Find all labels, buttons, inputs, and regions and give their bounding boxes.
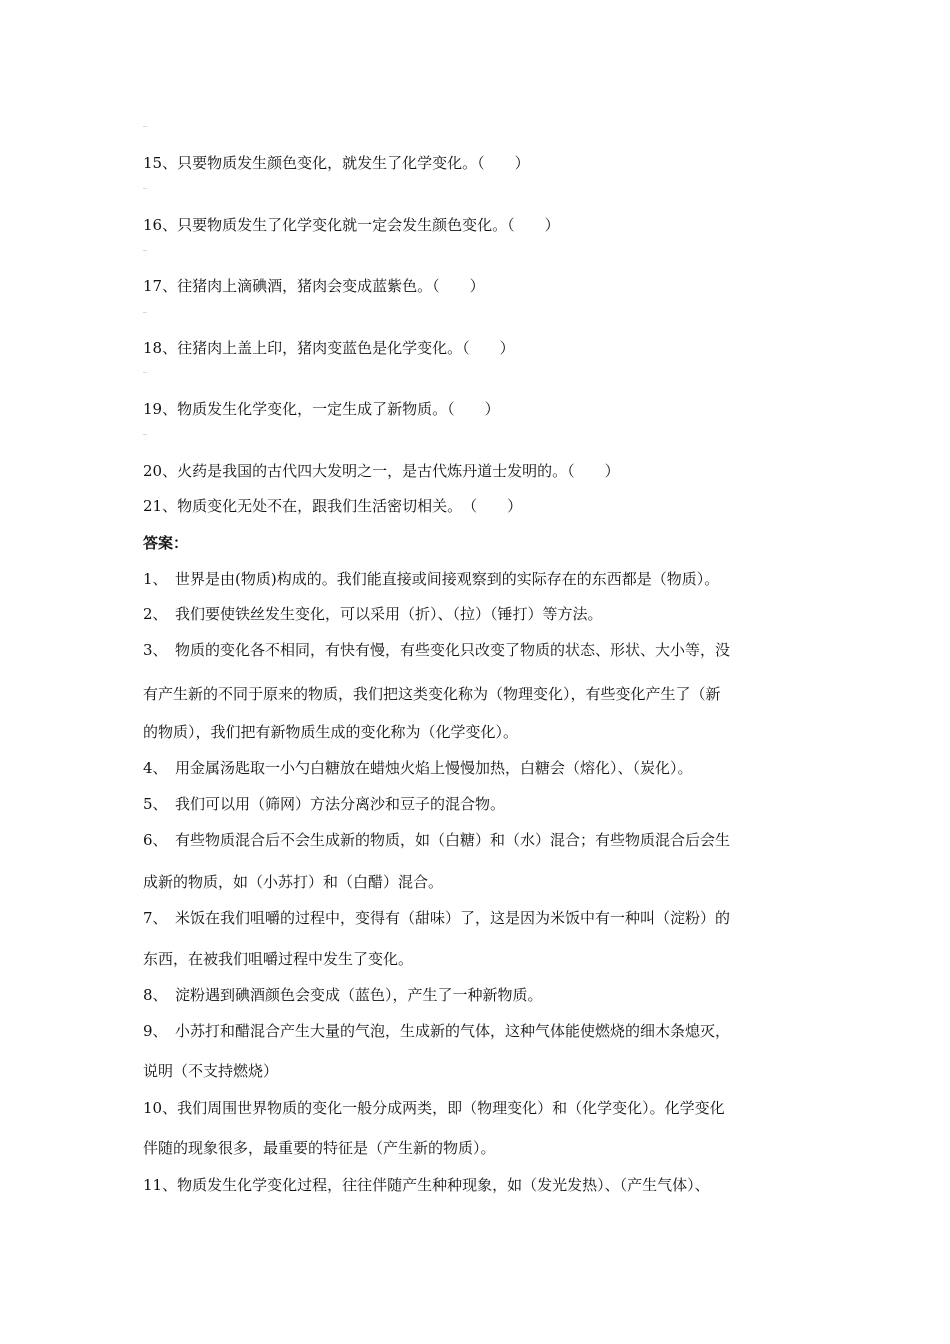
page-mark (143, 434, 147, 435)
page-mark (143, 188, 147, 189)
question-19: 19、物质发生化学变化，一定生成了新物质。（ ） (143, 400, 500, 418)
page-mark (143, 312, 147, 313)
answer-3-cont: 有产生新的不同于原来的物质，我们把这类变化称为（物理变化），有些变化产生了（新 (143, 685, 721, 703)
page-mark (143, 372, 147, 373)
question-15: 15、只要物质发生颜色变化，就发生了化学变化。（ ） (143, 154, 530, 172)
question-20: 20、火药是我国的古代四大发明之一，是古代炼丹道士发明的。（ ） (143, 462, 620, 480)
answer-9-cont: 说明（不支持燃烧） (143, 1062, 279, 1080)
answer-11: 11、物质发生化学变化过程，往往伴随产生种种现象，如（发光发热）、（产生气体）、 (143, 1176, 710, 1194)
answer-8: 8、 淀粉遇到碘酒颜色会变成（蓝色），产生了一种新物质。 (143, 986, 543, 1004)
answer-10-cont: 伴随的现象很多，最重要的特征是（产生新的物质）。 (143, 1139, 496, 1157)
answer-6: 6、 有些物质混合后不会生成新的物质，如（白糖）和（水）混合；有些物质混合后会生 (143, 831, 731, 849)
answer-6-cont: 成新的物质，如（小苏打）和（白醋）混合。 (143, 873, 444, 891)
answer-9: 9、 小苏打和醋混合产生大量的气泡，生成新的气体，这种气体能使燃烧的细木条熄灭， (143, 1022, 731, 1040)
answer-3: 3、 物质的变化各不相同，有快有慢，有些变化只改变了物质的状态、形状、大小等，没 (143, 641, 731, 659)
answers-heading: 答案： (143, 534, 189, 552)
question-17: 17、往猪肉上滴碘酒，猪肉会变成蓝紫色。（ ） (143, 277, 485, 295)
answer-2: 2、 我们要使铁丝发生变化，可以采用（折）、（拉）（锤打）等方法。 (143, 605, 603, 623)
answer-7-cont: 东西，在被我们咀嚼过程中发生了变化。 (143, 950, 414, 968)
question-18: 18、往猪肉上盖上印，猪肉变蓝色是化学变化。（ ） (143, 339, 515, 357)
question-21: 21、物质变化无处不在，跟我们生活密切相关。 （ ） (143, 497, 523, 515)
answer-3-cont: 的物质），我们把有新物质生成的变化称为（化学变化）。 (143, 723, 519, 741)
answer-4: 4、 用金属汤匙取一小勺白糖放在蜡烛火焰上慢慢加热，白糖会（熔化）、（炭化）。 (143, 759, 693, 777)
answer-5: 5、 我们可以用（筛网）方法分离沙和豆子的混合物。 (143, 795, 506, 813)
answer-7: 7、 米饭在我们咀嚼的过程中，变得有（甜味）了，这是因为米饭中有一种叫（淀粉）的 (143, 909, 731, 927)
question-16: 16、只要物质发生了化学变化就一定会发生颜色变化。（ ） (143, 216, 560, 234)
answer-1: 1、 世界是由(物质)构成的。我们能直接或间接观察到的实际存在的东西都是（物质）。 (143, 570, 720, 588)
page-mark (143, 250, 147, 251)
page-mark (143, 126, 147, 127)
answer-10: 10、我们周围世界物质的变化一般分成两类，即（物理变化）和（化学变化）。化学变化 (143, 1099, 725, 1117)
